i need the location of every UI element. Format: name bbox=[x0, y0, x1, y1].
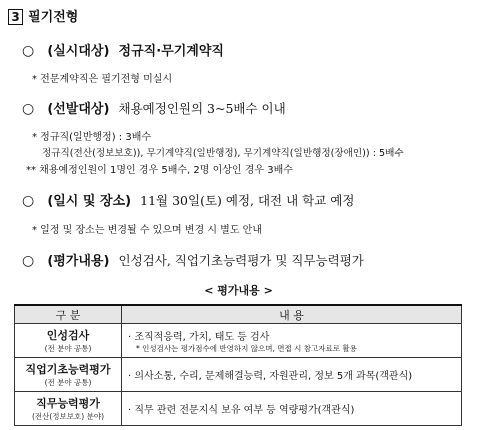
bullet-circle: ○ bbox=[22, 193, 35, 209]
item-text: 11월 30일(토) 예정, 대전 내 학교 예정 bbox=[140, 193, 355, 208]
table-header-row bbox=[15, 305, 462, 324]
item-selection bbox=[22, 98, 286, 117]
content-cell bbox=[122, 358, 462, 392]
item-label: (평가내용) bbox=[47, 254, 110, 269]
content-cell bbox=[122, 392, 462, 426]
content-text: · 조직적응력, 가치, 태도 등 검사 bbox=[128, 331, 270, 343]
content-text: · 의사소통, 수리, 문제해결능력, 자원관리, 정보 5개 과목(객관식) bbox=[128, 371, 413, 382]
category-scope: (전산(정보보호) 분야) bbox=[31, 412, 105, 421]
item-note: * 전문계약직은 필기전형 미실시 bbox=[32, 74, 173, 85]
evaluation-table bbox=[14, 304, 462, 426]
content-text: · 직무 관련 전문지식 보유 여부 등 역량평가(객관식) bbox=[128, 405, 355, 416]
category-name: 직무능력평가 bbox=[36, 397, 100, 410]
content-note: * 인성검사는 평가점수에 반영하지 않으며, 면접 시 참고자료로 활용 bbox=[136, 343, 357, 353]
item-label: (일시 및 장소) bbox=[47, 194, 132, 209]
content-cell bbox=[122, 324, 462, 358]
table-header: 내 용 bbox=[122, 305, 462, 324]
bullet-circle: ○ bbox=[22, 43, 35, 59]
table-row bbox=[15, 358, 462, 392]
item-label: (실시대상) bbox=[47, 44, 110, 59]
item-note: * 일정 및 장소는 변경될 수 있으며 변경 시 별도 안내 bbox=[32, 225, 262, 236]
item-text: 정규직·무기계약직 bbox=[118, 44, 224, 59]
item-text: 인성검사, 직업기초능력평가 및 직무능력평가 bbox=[118, 253, 364, 268]
table-header: 구 분 bbox=[15, 305, 122, 324]
section-heading bbox=[8, 6, 78, 25]
item-text: 채용예정인원의 3~5배수 이내 bbox=[118, 101, 286, 116]
table-caption: < 평가내용 > bbox=[204, 284, 273, 297]
item-note: * 정규직(일반행정) : 3배수 bbox=[32, 132, 152, 143]
section-number: 3 bbox=[8, 9, 23, 25]
category-name: 인성검사 bbox=[46, 329, 90, 342]
category-cell bbox=[15, 324, 122, 358]
category-scope: (전 분야 공통) bbox=[44, 378, 92, 387]
category-name: 직업기초능력평가 bbox=[25, 363, 111, 376]
table-row bbox=[15, 392, 462, 426]
bullet-circle: ○ bbox=[22, 101, 35, 117]
item-note: ** 채용예정인원이 1명인 경우 5배수, 2명 이상인 경우 3배수 bbox=[26, 165, 293, 176]
table-row bbox=[15, 324, 462, 358]
section-title: 필기전형 bbox=[28, 10, 79, 25]
category-cell bbox=[15, 358, 122, 392]
item-note: 정규직(전산(정보보호)), 무기계약직(일반행정), 무기계약직(일반행정(장애인)) : 5배수 bbox=[42, 148, 404, 159]
category-cell bbox=[15, 392, 122, 426]
item-label: (선발대상) bbox=[47, 102, 110, 117]
item-evaluation bbox=[22, 250, 364, 269]
category-scope: (전 분야 공통) bbox=[44, 344, 92, 353]
bullet-circle: ○ bbox=[22, 253, 35, 269]
item-schedule bbox=[22, 190, 354, 209]
item-target bbox=[22, 40, 224, 59]
